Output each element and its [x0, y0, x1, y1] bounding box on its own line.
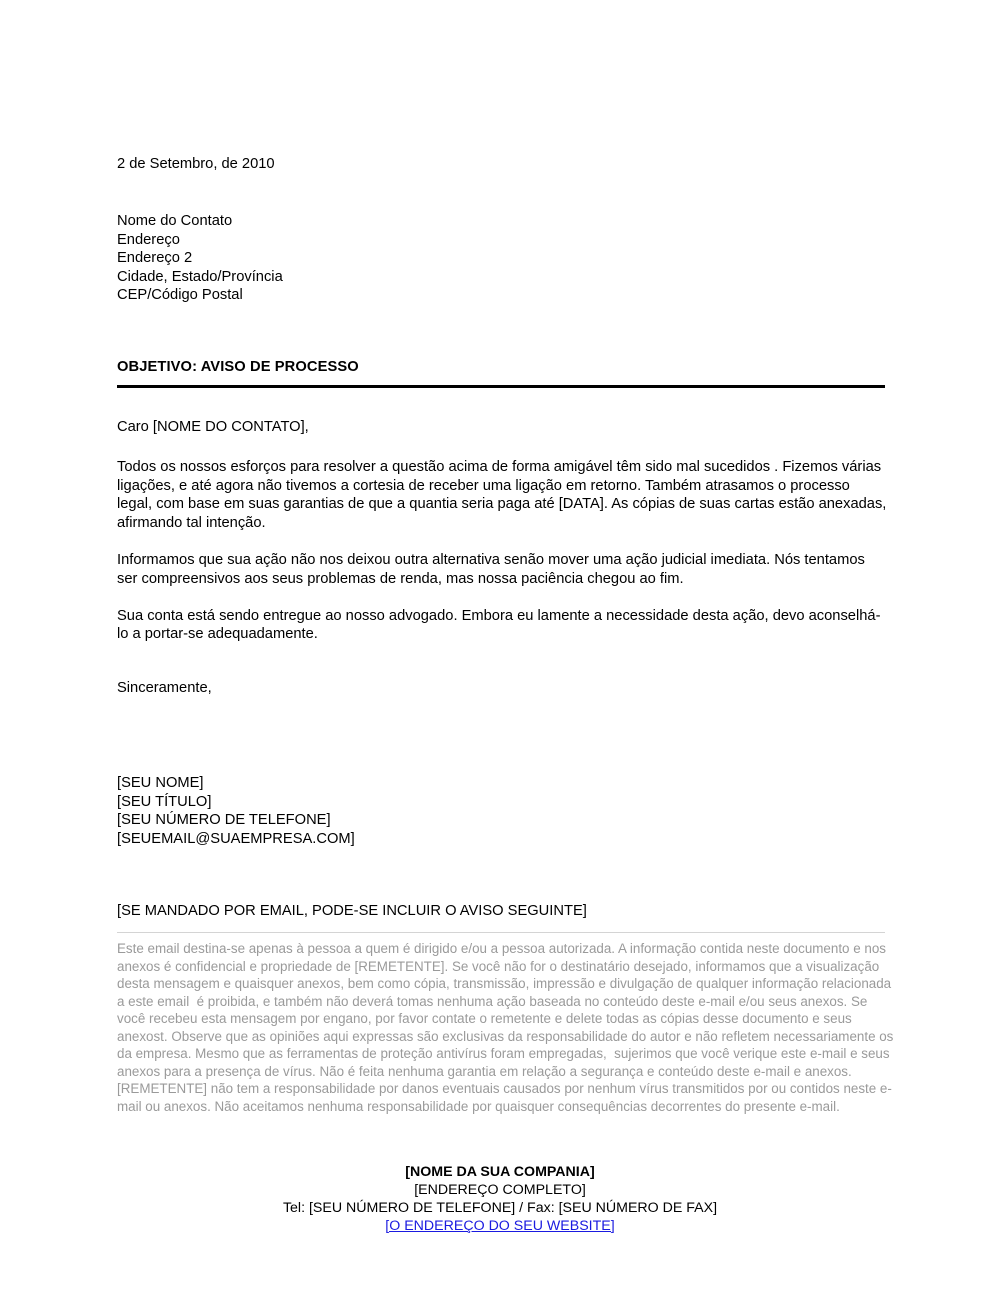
signature-email: [SEUEMAIL@SUAEMPRESA.COM] — [117, 830, 355, 847]
subject-divider — [117, 385, 885, 388]
disclaimer-divider — [117, 932, 885, 933]
footer-company-name: [NOME DA SUA COMPANIA] — [405, 1164, 595, 1180]
address-line-street: Endereço — [117, 231, 180, 248]
signature-name: [SEU NOME] — [117, 775, 204, 791]
salutation: Caro [NOME DO CONTATO], — [117, 419, 309, 435]
address-line-name: Nome do Contato — [117, 213, 233, 229]
body-paragraph: Todos os nossos esforços para resolver a questão acima de forma amigável têm sido mal sucedidos . Fizemos várias ligações, e até agora não tivemos a cortesia de receber uma ligação em retorno. Também atrasamos o processo legal, com base em suas garantias de que a quantia seria paga até [DATA]. As cópias de suas cartas estão anexadas, afirmando tal intenção. — [117, 459, 891, 531]
address-line-postal-code: CEP/Código Postal — [117, 287, 243, 304]
salutation-block — [117, 418, 885, 437]
footer-website-link[interactable]: [O ENDEREÇO DO SEU WEBSITE] — [385, 1218, 615, 1234]
letter-body — [117, 458, 889, 644]
disclaimer-body-block — [117, 940, 897, 1115]
address-line-street2: Endereço 2 — [117, 250, 193, 267]
signature-block — [117, 774, 885, 848]
recipient-address-block — [117, 212, 885, 305]
disclaimer-body-text: Este email destina-se apenas à pessoa a quem é dirigido e/ou a pessoa autorizada. A informação contida neste documento e nos anexos é confidencial e propriedade de [REMETENTE]. Se você não for o destinatário desejado, informamos que a visualização desta mensagem e quaisquer anexos, bem como cópia, transmissão, impressão e divulgação de qualquer informação relacionada a este email é proibida, e também não deverá tomas nenhuma ação baseada no conteúdo deste e-mail e/ou seus anexos. Se você recebeu esta mensagem por engano, por favor contate o remetente e delete todas as cópias desse documento e seus anexost. Observe que as opiniões aqui expressas são exclusivas da responsabilidade do autor e não refletem necessariamente os da empresa. Mesmo que as ferramentas de proteção antivírus foram empregadas, sujerimos que você verique este e-mail e seus anexos para a presença de vírus. Não é feita nenhuma garantia em relação a segurança e conteúdo deste e-mail e anexos. [REMETENTE] não tem a responsabilidade por danos eventuais causados por nenhum vírus transmitidos por ou contidos neste e-mail ou anexos. Não aceitamos nenhuma responsabilidade por quaisquer consequências decorrentes do presente e-mail. — [117, 941, 898, 1114]
footer-address: [ENDEREÇO COMPLETO] — [414, 1182, 586, 1198]
body-paragraph: Informamos que sua ação não nos deixou outra alternativa senão mover uma ação judicial imediata. Nós tentamos ser compreensivos aos seus problemas de renda, mas nossa paciência chegou ao fim. — [117, 551, 869, 587]
subject-block — [117, 358, 885, 388]
footer-block — [0, 1163, 1000, 1235]
subject-title: OBJETIVO: AVISO DE PROCESSO — [117, 359, 359, 375]
signature-phone: [SEU NÚMERO DE TELEFONE] — [117, 812, 331, 829]
footer-contact: Tel: [SEU NÚMERO DE TELEFONE] / Fax: [SEU NÚMERO DE FAX] — [282, 1200, 718, 1216]
letter-date: 2 de Setembro, de 2010 — [117, 156, 275, 172]
closing-salutation: Sinceramente, — [117, 680, 212, 696]
body-paragraph: Sua conta está sendo entregue ao nosso advogado. Embora eu lamente a necessidade desta ação, devo aconselhá-lo a portar-se adequadamente. — [117, 607, 881, 643]
signature-title: [SEU TÍTULO] — [117, 793, 212, 810]
closing-block — [117, 679, 885, 698]
disclaimer-header-block — [117, 902, 885, 933]
date-block — [117, 155, 885, 174]
disclaimer-header: [SE MANDADO POR EMAIL, PODE-SE INCLUIR O AVISO SEGUINTE] — [117, 903, 587, 919]
address-line-city-state: Cidade, Estado/Província — [117, 268, 283, 285]
